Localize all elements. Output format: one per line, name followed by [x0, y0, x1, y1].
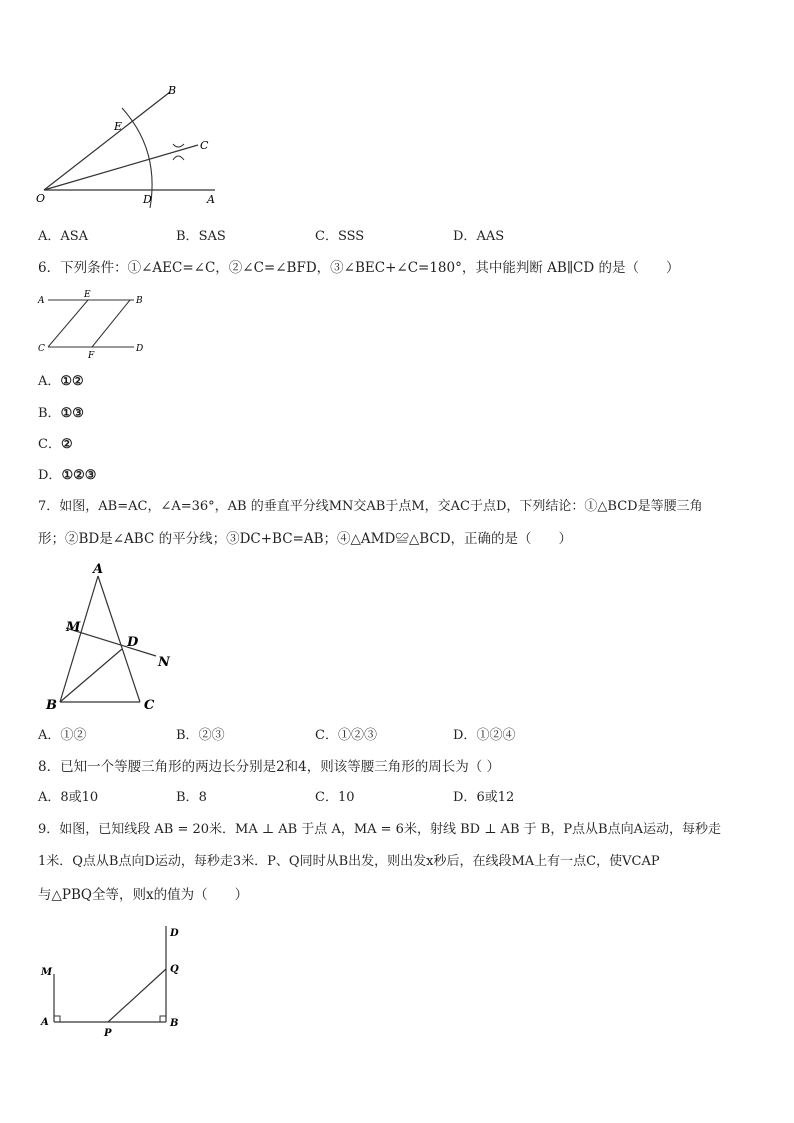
q7-option-c[interactable]	[315, 727, 377, 745]
option-text: ①③	[60, 406, 84, 421]
label-c: C	[144, 698, 155, 713]
label-d: D	[127, 635, 139, 650]
label-q: Q	[170, 964, 179, 975]
right-angle-mark-a	[54, 1016, 60, 1022]
q5-option-a[interactable]	[38, 228, 88, 246]
label-f: F	[88, 351, 95, 360]
intersection-arc-1	[173, 144, 184, 147]
q7-stem-line-2: 形；②BD是∠ABC 的平分线；③DC+BC=AB；④△AMD≌△BCD，正确的是（ ）	[38, 531, 573, 547]
q8-option-c[interactable]	[315, 789, 355, 807]
option-key: C．	[38, 437, 61, 452]
option-text: ①②	[60, 728, 87, 743]
q9-stem-line-3: 与△PBQ全等，则x的值为（ ）	[38, 887, 249, 903]
option-text: ①②④	[476, 728, 516, 743]
ray-ob	[44, 92, 170, 190]
option-key: B．	[176, 790, 199, 805]
option-text: ②③	[198, 728, 225, 743]
moving-points-figure	[36, 922, 196, 1042]
angle-bisector-figure	[30, 80, 230, 210]
option-key: A．	[38, 728, 61, 743]
option-text: 8或10	[60, 790, 99, 805]
label-p: P	[104, 1028, 112, 1039]
option-text: SSS	[337, 229, 365, 244]
label-d: D	[143, 193, 152, 206]
option-text: 8	[198, 790, 207, 805]
label-o: O	[36, 192, 46, 205]
label-d: D	[136, 344, 144, 354]
label-a: A	[207, 193, 215, 206]
q8-option-a[interactable]	[38, 789, 98, 807]
q9-stem-line-2: 1米．Q点从B点向D运动，每秒走3米．P、Q同时从B出发，则出发x秒后，在线段MA上有一点C，使VCAP	[38, 854, 660, 869]
label-a: A	[38, 296, 45, 306]
label-c: C	[200, 139, 209, 152]
parallel-lines-figure	[36, 290, 156, 360]
option-key: D．	[38, 468, 62, 483]
label-a: A	[41, 1017, 49, 1028]
q7-option-a[interactable]	[38, 727, 86, 745]
q5-option-c[interactable]	[315, 228, 364, 246]
right-angle-mark-b	[160, 1016, 166, 1022]
option-text: 10	[337, 790, 355, 805]
q6-option-a[interactable]	[38, 373, 84, 391]
q8-option-d[interactable]	[453, 789, 514, 807]
segment-pq	[108, 969, 166, 1022]
option-text: ①②③	[61, 468, 97, 483]
isosceles-triangle-figure	[40, 558, 180, 718]
side-ab	[60, 576, 98, 702]
label-a: A	[93, 562, 104, 577]
q5-option-b[interactable]	[176, 228, 226, 246]
label-e: E	[114, 120, 123, 133]
option-key: A．	[38, 374, 61, 389]
option-text: AAS	[476, 229, 505, 244]
option-key: D．	[453, 229, 477, 244]
segment-ec	[48, 300, 88, 347]
q7-stem-line-1: 7．如图，AB=AC，∠A=36°，AB 的垂直平分线MN交AB于点M，交AC于点D，下列结论：①△BCD是等腰三角	[38, 499, 703, 514]
option-key: D．	[453, 790, 477, 805]
label-m: M	[41, 967, 53, 978]
ray-oc	[44, 145, 198, 190]
option-text: ASA	[60, 229, 89, 244]
option-text: 6或12	[476, 790, 515, 805]
option-text: ①②③	[337, 728, 377, 743]
q6-option-c[interactable]	[38, 436, 73, 454]
q8-stem: 8．已知一个等腰三角形的两边长分别是2和4，则该等腰三角形的周长为（ ）	[38, 759, 501, 775]
option-key: B．	[176, 728, 199, 743]
segment-bd	[60, 649, 122, 702]
q7-option-d[interactable]	[453, 727, 515, 745]
q9-stem-line-1: 9．如图，已知线段 AB = 20米．MA ⊥ AB 于点 A，MA = 6米，射线 BD ⊥ AB 于 B，P点从B点向A运动，每秒走	[38, 822, 722, 837]
label-d: D	[170, 928, 179, 939]
q6-stem: 6．下列条件：①∠AEC=∠C，②∠C=∠BFD，③∠BEC+∠C=180°，其中能判断 AB∥CD 的是（ ）	[38, 260, 680, 276]
option-key: B．	[176, 229, 199, 244]
label-e: E	[84, 290, 91, 300]
label-b: B	[170, 1018, 179, 1029]
option-text: ②	[60, 437, 73, 452]
option-key: A．	[38, 790, 61, 805]
label-n: N	[158, 655, 170, 670]
intersection-arc-2	[173, 156, 184, 160]
label-b: B	[46, 698, 57, 713]
option-key: C．	[315, 790, 338, 805]
option-text: ①②	[60, 374, 84, 389]
q6-option-d[interactable]	[38, 467, 96, 485]
option-key: C．	[315, 728, 338, 743]
label-c: C	[38, 344, 45, 354]
q8-option-b[interactable]	[176, 789, 207, 807]
q7-option-b[interactable]	[176, 727, 225, 745]
option-key: C．	[315, 229, 338, 244]
label-m: M	[66, 620, 81, 635]
option-text: SAS	[198, 229, 226, 244]
q5-option-d[interactable]	[453, 228, 504, 246]
label-b: B	[136, 296, 143, 306]
label-b: B	[168, 84, 177, 97]
option-key: A．	[38, 229, 61, 244]
option-key: D．	[453, 728, 477, 743]
segment-bf	[92, 300, 130, 347]
q6-option-b[interactable]	[38, 405, 84, 423]
option-key: B．	[38, 406, 61, 421]
